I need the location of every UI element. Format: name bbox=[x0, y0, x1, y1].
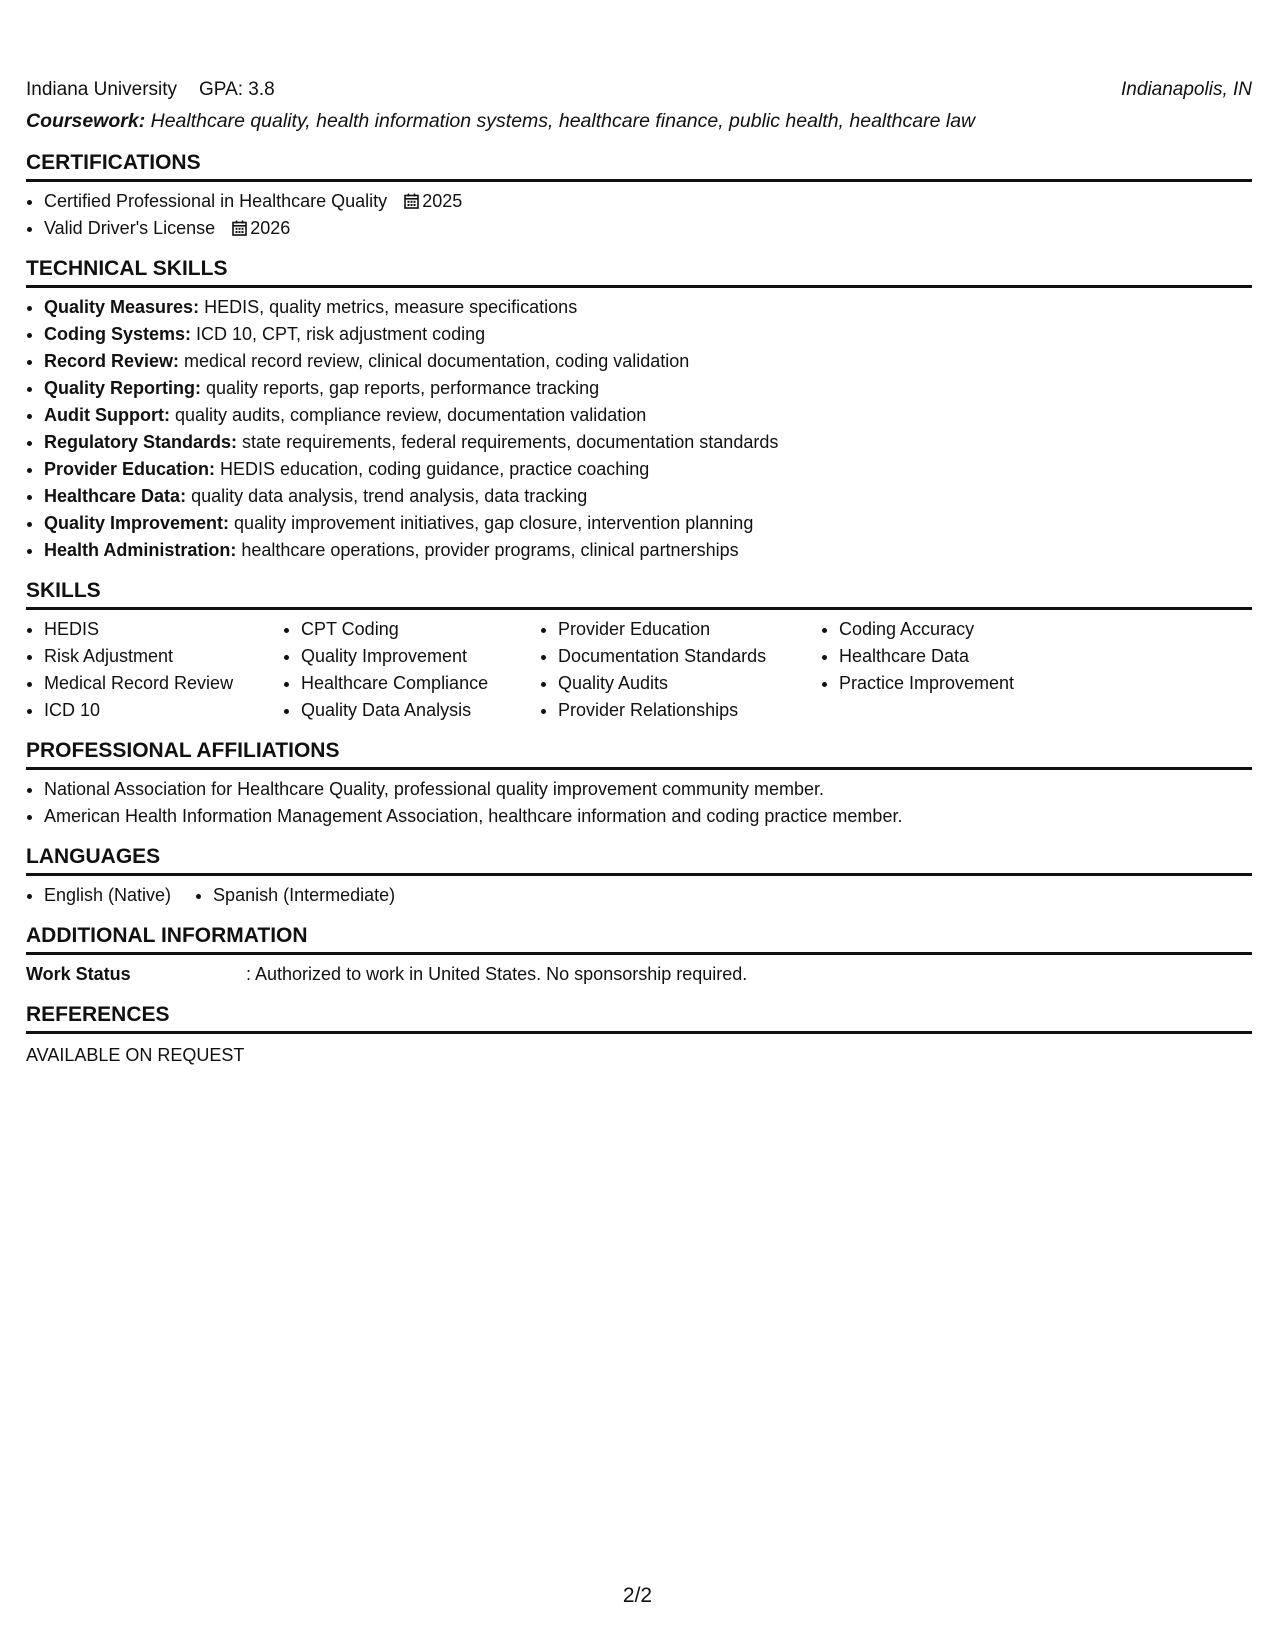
education-line bbox=[26, 76, 1252, 104]
list-item bbox=[44, 537, 1252, 564]
references-text: AVAILABLE ON REQUEST bbox=[26, 1045, 245, 1065]
skill-category: Quality Measures: bbox=[44, 297, 200, 317]
list-item: • Spanish (Intermediate) bbox=[213, 882, 395, 909]
list-item bbox=[44, 456, 1252, 483]
list-item: • Healthcare Data bbox=[839, 643, 1079, 670]
list-item bbox=[44, 402, 1252, 429]
list-item: • Quality Improvement bbox=[301, 643, 522, 670]
skills-column-1 bbox=[26, 616, 265, 724]
section-title-skills: SKILLS bbox=[26, 578, 1252, 610]
skills-section bbox=[26, 578, 1252, 724]
list-item: • Documentation Standards bbox=[558, 643, 803, 670]
list-item: • Quality Data Analysis bbox=[301, 697, 522, 724]
list-item bbox=[44, 188, 1252, 215]
education-location: Indianapolis, IN bbox=[1121, 79, 1252, 100]
skill-details: quality data analysis, trend analysis, data tracking bbox=[186, 486, 588, 506]
skills-column-3 bbox=[540, 616, 803, 724]
certification-year: 2025 bbox=[422, 191, 463, 211]
certification-name: Valid Driver's License bbox=[44, 218, 216, 238]
skill-category: Provider Education: bbox=[44, 459, 216, 479]
technical-skills-list bbox=[26, 294, 1252, 564]
list-item: • ICD 10 bbox=[44, 697, 265, 724]
section-title-affiliations: PROFESSIONAL AFFILIATIONS bbox=[26, 738, 1252, 770]
affiliations-section bbox=[26, 738, 1252, 830]
languages-list bbox=[26, 882, 1252, 909]
list-item: • National Association for Healthcare Quality, professional quality improvement community member. bbox=[44, 776, 1252, 803]
references-section bbox=[26, 1002, 1252, 1069]
skill-details: quality improvement initiatives, gap closure, intervention planning bbox=[229, 513, 754, 533]
skill-category: Health Administration: bbox=[44, 540, 237, 560]
skill-category: Healthcare Data: bbox=[44, 486, 187, 506]
skill-details: healthcare operations, provider programs, clinical partnerships bbox=[236, 540, 739, 560]
section-title-certifications: CERTIFICATIONS bbox=[26, 150, 1252, 182]
list-item bbox=[44, 215, 1252, 242]
section-title-references: REFERENCES bbox=[26, 1002, 1252, 1034]
list-item: • Quality Audits bbox=[558, 670, 803, 697]
skills-grid bbox=[26, 616, 1252, 724]
list-item bbox=[44, 294, 1252, 321]
section-title-additional-info: ADDITIONAL INFORMATION bbox=[26, 923, 1252, 955]
list-item: • Healthcare Compliance bbox=[301, 670, 522, 697]
list-item: • Risk Adjustment bbox=[44, 643, 265, 670]
skill-details: HEDIS, quality metrics, measure specifications bbox=[199, 297, 578, 317]
skill-details: HEDIS education, coding guidance, practice coaching bbox=[215, 459, 650, 479]
list-item: • English (Native) bbox=[44, 882, 171, 909]
calendar-icon bbox=[404, 190, 419, 206]
resume-page bbox=[26, 76, 1252, 1069]
skill-category: Audit Support: bbox=[44, 405, 170, 425]
list-item: • Practice Improvement bbox=[839, 670, 1079, 697]
skill-category: Coding Systems: bbox=[44, 324, 192, 344]
list-item: • HEDIS bbox=[44, 616, 265, 643]
certification-name: Certified Professional in Healthcare Quality bbox=[44, 191, 388, 211]
skill-category: Regulatory Standards: bbox=[44, 432, 238, 452]
list-item: • CPT Coding bbox=[301, 616, 522, 643]
coursework-text: Healthcare quality, health information systems, healthcare finance, public health, healthcare law bbox=[145, 110, 976, 132]
affiliations-list bbox=[26, 776, 1252, 830]
education-school-gpa bbox=[26, 76, 275, 104]
calendar-icon bbox=[232, 217, 247, 233]
skill-details: quality audits, compliance review, documentation validation bbox=[169, 405, 647, 425]
skill-details: quality reports, gap reports, performance tracking bbox=[201, 378, 600, 398]
list-item bbox=[44, 510, 1252, 537]
certifications-list bbox=[26, 188, 1252, 242]
skill-category: Quality Improvement: bbox=[44, 513, 230, 533]
page-number: 2/2 bbox=[622, 1584, 653, 1607]
education-gpa: GPA: 3.8 bbox=[199, 79, 275, 100]
skill-category: Quality Reporting: bbox=[44, 378, 201, 398]
list-item: • Coding Accuracy bbox=[839, 616, 1079, 643]
list-item: • Medical Record Review bbox=[44, 670, 265, 697]
work-status-row bbox=[26, 961, 1252, 988]
skill-category: Record Review: bbox=[44, 351, 180, 371]
languages-section bbox=[26, 844, 1252, 909]
additional-info-section bbox=[26, 923, 1252, 988]
skills-column-2 bbox=[283, 616, 522, 724]
section-title-technical-skills: TECHNICAL SKILLS bbox=[26, 256, 1252, 288]
list-item bbox=[44, 321, 1252, 348]
section-title-languages: LANGUAGES bbox=[26, 844, 1252, 876]
technical-skills-section bbox=[26, 256, 1252, 564]
skills-column-4 bbox=[821, 616, 1079, 724]
list-item bbox=[44, 483, 1252, 510]
education-coursework bbox=[26, 106, 1252, 136]
list-item: • American Health Information Management Association, healthcare information and coding practice member. bbox=[44, 803, 1252, 830]
education-school: Indiana University bbox=[26, 79, 178, 100]
work-status-label: Work Status bbox=[26, 964, 131, 984]
skill-details: medical record review, clinical documentation, coding validation bbox=[179, 351, 690, 371]
work-status-value: : Authorized to work in United States. No sponsorship required. bbox=[246, 964, 748, 984]
skill-details: ICD 10, CPT, risk adjustment coding bbox=[191, 324, 486, 344]
list-item bbox=[44, 429, 1252, 456]
list-item bbox=[44, 375, 1252, 402]
skill-details: state requirements, federal requirements, documentation standards bbox=[237, 432, 779, 452]
list-item bbox=[44, 348, 1252, 375]
certification-year: 2026 bbox=[250, 218, 291, 238]
certifications-section bbox=[26, 150, 1252, 242]
list-item: • Provider Education bbox=[558, 616, 803, 643]
list-item: • Provider Relationships bbox=[558, 697, 803, 724]
coursework-label: Coursework: bbox=[26, 110, 146, 132]
